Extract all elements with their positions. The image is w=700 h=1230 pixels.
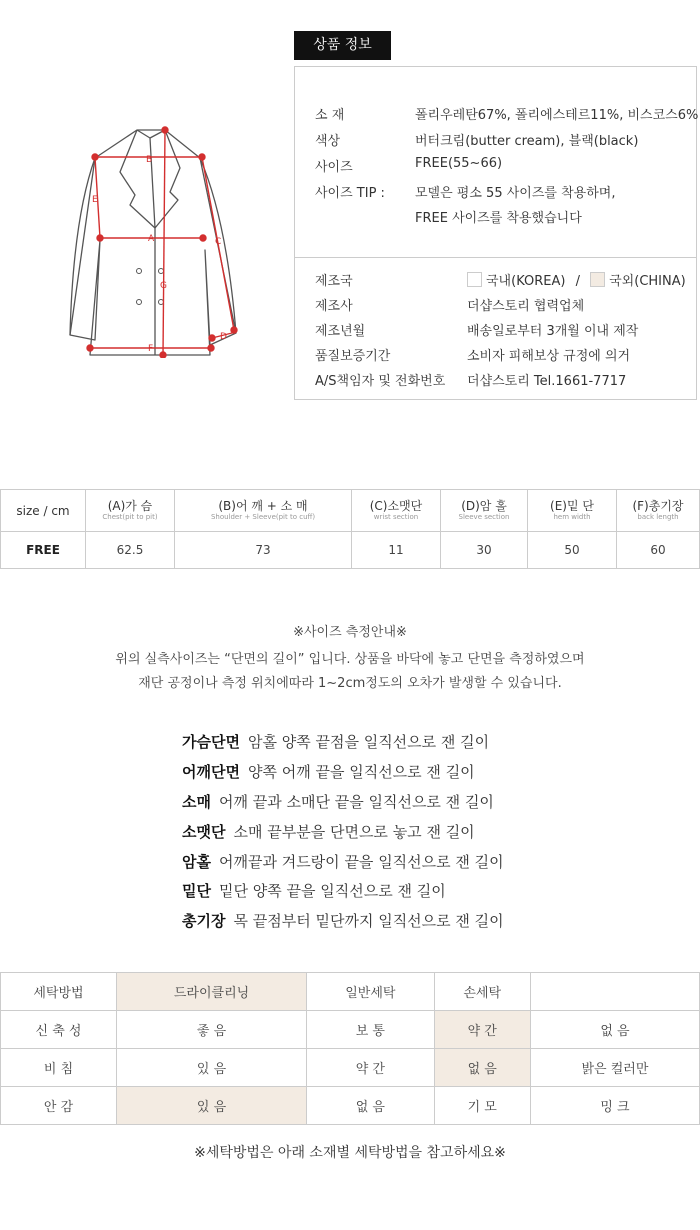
- info-divider: [295, 257, 696, 258]
- hem-cell: 50: [528, 532, 617, 569]
- product-info-tab: 상품 정보: [294, 31, 391, 60]
- armhole-header-cell: (D)암 홀 Sleeve section: [441, 490, 528, 532]
- care-cell: 있 음: [117, 1049, 307, 1087]
- care-cell: 밝은 컬러만: [530, 1049, 699, 1087]
- care-row-sheer: [1, 1049, 700, 1087]
- shoulder-sleeve-cell: 73: [175, 532, 352, 569]
- care-row-label: 안 감: [1, 1087, 117, 1125]
- label-e: E: [92, 195, 98, 205]
- size-table-header: [1, 490, 700, 532]
- label-g: G: [160, 281, 167, 291]
- jacket-measurement-diagram: [60, 118, 250, 358]
- size-tip-label: 사이즈 TIP :: [315, 186, 385, 201]
- care-cell-selected: 없 음: [434, 1049, 530, 1087]
- origin-value: [467, 270, 686, 289]
- origin-foreign-chip: [590, 272, 605, 287]
- product-info-box: [294, 66, 697, 400]
- care-cell-selected: 있 음: [117, 1087, 307, 1125]
- label-d: D: [220, 332, 227, 342]
- care-cell: 보 통: [307, 1011, 435, 1049]
- definition-item: 밑단 밑단 양쪽 끝을 일직선으로 잰 길이: [182, 882, 446, 900]
- care-row-label: 비 침: [1, 1049, 117, 1087]
- care-cell-selected: 약 간: [434, 1011, 530, 1049]
- warranty-label: 품질보증기간: [315, 349, 391, 364]
- care-hand-wash: 손세탁: [434, 973, 530, 1011]
- chest-cell: 62.5: [86, 532, 175, 569]
- notes-line2: 재단 공정이나 측정 위치에따라 1~2cm정도의 오차가 발생할 수 있습니다.: [138, 676, 562, 691]
- origin-slash: /: [575, 274, 580, 289]
- care-method-label: 세탁방법: [1, 973, 117, 1011]
- definition-item: 가슴단면 암홀 양쪽 끝점을 일직선으로 잰 길이: [182, 733, 490, 751]
- care-dry-clean: 드라이클리닝: [117, 973, 307, 1011]
- maker-label: 제조사: [315, 299, 353, 314]
- care-row-stretch: [1, 1011, 700, 1049]
- size-header-cell: size / cm: [1, 490, 86, 532]
- manufacture-date-value: 배송일로부터 3개월 이내 제작: [467, 324, 639, 339]
- care-cell: 약 간: [307, 1049, 435, 1087]
- as-contact-value: 더샵스토리 Tel.1661-7717: [467, 374, 627, 389]
- chest-header-cell: (A)가 슴 Chest(pit to pit): [86, 490, 175, 532]
- armhole-cell: 30: [441, 532, 528, 569]
- care-footer-note: ※세탁방법은 아래 소재별 세탁방법을 참고하세요※: [194, 1145, 506, 1161]
- origin-domestic-chip: [467, 272, 482, 287]
- material-value: 폴리우레탄67%, 폴리에스테르11%, 비스코스6%: [415, 108, 699, 123]
- notes-line1: 위의 실측사이즈는 “단면의 길이” 입니다. 상품을 바닥에 놓고 단면을 측정하였으며: [115, 652, 585, 667]
- care-cell: 기 모: [434, 1087, 530, 1125]
- size-tip-line2: FREE 사이즈를 착용했습니다: [415, 211, 582, 226]
- origin-domestic: 국내(KOREA): [486, 274, 566, 289]
- care-empty: [530, 973, 699, 1011]
- care-normal-wash: 일반세탁: [307, 973, 435, 1011]
- care-header-row: [1, 973, 700, 1011]
- size-table-row: [1, 532, 700, 569]
- length-cell: 60: [617, 532, 700, 569]
- color-value: 버터크림(butter cream), 블랙(black): [415, 134, 639, 149]
- wrist-cell: 11: [352, 532, 441, 569]
- care-cell: 없 음: [530, 1011, 699, 1049]
- care-cell: 밍 크: [530, 1087, 699, 1125]
- material-label: 소 재: [315, 108, 345, 123]
- definition-item: 총기장 목 끝점부터 밑단까지 일직선으로 잰 길이: [182, 912, 504, 930]
- as-contact-label: A/S책임자 및 전화번호: [315, 374, 446, 389]
- label-b: B: [146, 155, 153, 165]
- definition-item: 소맷단 소매 끝부분을 단면으로 놓고 잰 길이: [182, 823, 475, 841]
- care-row-lining: [1, 1087, 700, 1125]
- origin-label: 제조국: [315, 274, 353, 289]
- shoulder-sleeve-header-cell: (B)어 깨 + 소 매 Shoulder + Sleeve(pit to cuff): [175, 490, 352, 532]
- size-value: FREE(55~66): [415, 156, 503, 171]
- hem-header-cell: (E)밑 단 hem width: [528, 490, 617, 532]
- warranty-value: 소비자 피해보상 규정에 의거: [467, 349, 631, 364]
- label-c: C: [215, 237, 222, 247]
- size-table: [0, 489, 700, 569]
- care-table: [0, 972, 700, 1125]
- size-tip-line1: 모델은 평소 55 사이즈를 착용하며,: [415, 186, 616, 201]
- wrist-header-cell: (C)소맷단 wrist section: [352, 490, 441, 532]
- care-row-label: 신 축 성: [1, 1011, 117, 1049]
- definition-item: 소매 어깨 끝과 소매단 끝을 일직선으로 잰 길이: [182, 793, 494, 811]
- definition-item: 암홀 어깨끝과 겨드랑이 끝을 일직선으로 잰 길이: [182, 853, 504, 871]
- care-cell: 없 음: [307, 1087, 435, 1125]
- length-header-cell: (F)총기장 back length: [617, 490, 700, 532]
- maker-value: 더샵스토리 협력업체: [467, 299, 585, 314]
- notes-title: ※사이즈 측정안내※: [293, 625, 407, 640]
- color-label: 색상: [315, 134, 341, 149]
- measure-g-line: [163, 130, 165, 355]
- care-cell: 좋 음: [117, 1011, 307, 1049]
- label-a: A: [148, 234, 155, 244]
- origin-foreign: 국외(CHINA): [609, 274, 686, 289]
- size-label: 사이즈: [315, 160, 353, 175]
- manufacture-date-label: 제조년월: [315, 324, 366, 339]
- definition-item: 어깨단면 양쪽 어깨 끝을 일직선으로 잰 길이: [182, 763, 475, 781]
- size-cell: FREE: [1, 532, 86, 569]
- label-f: F: [148, 344, 154, 354]
